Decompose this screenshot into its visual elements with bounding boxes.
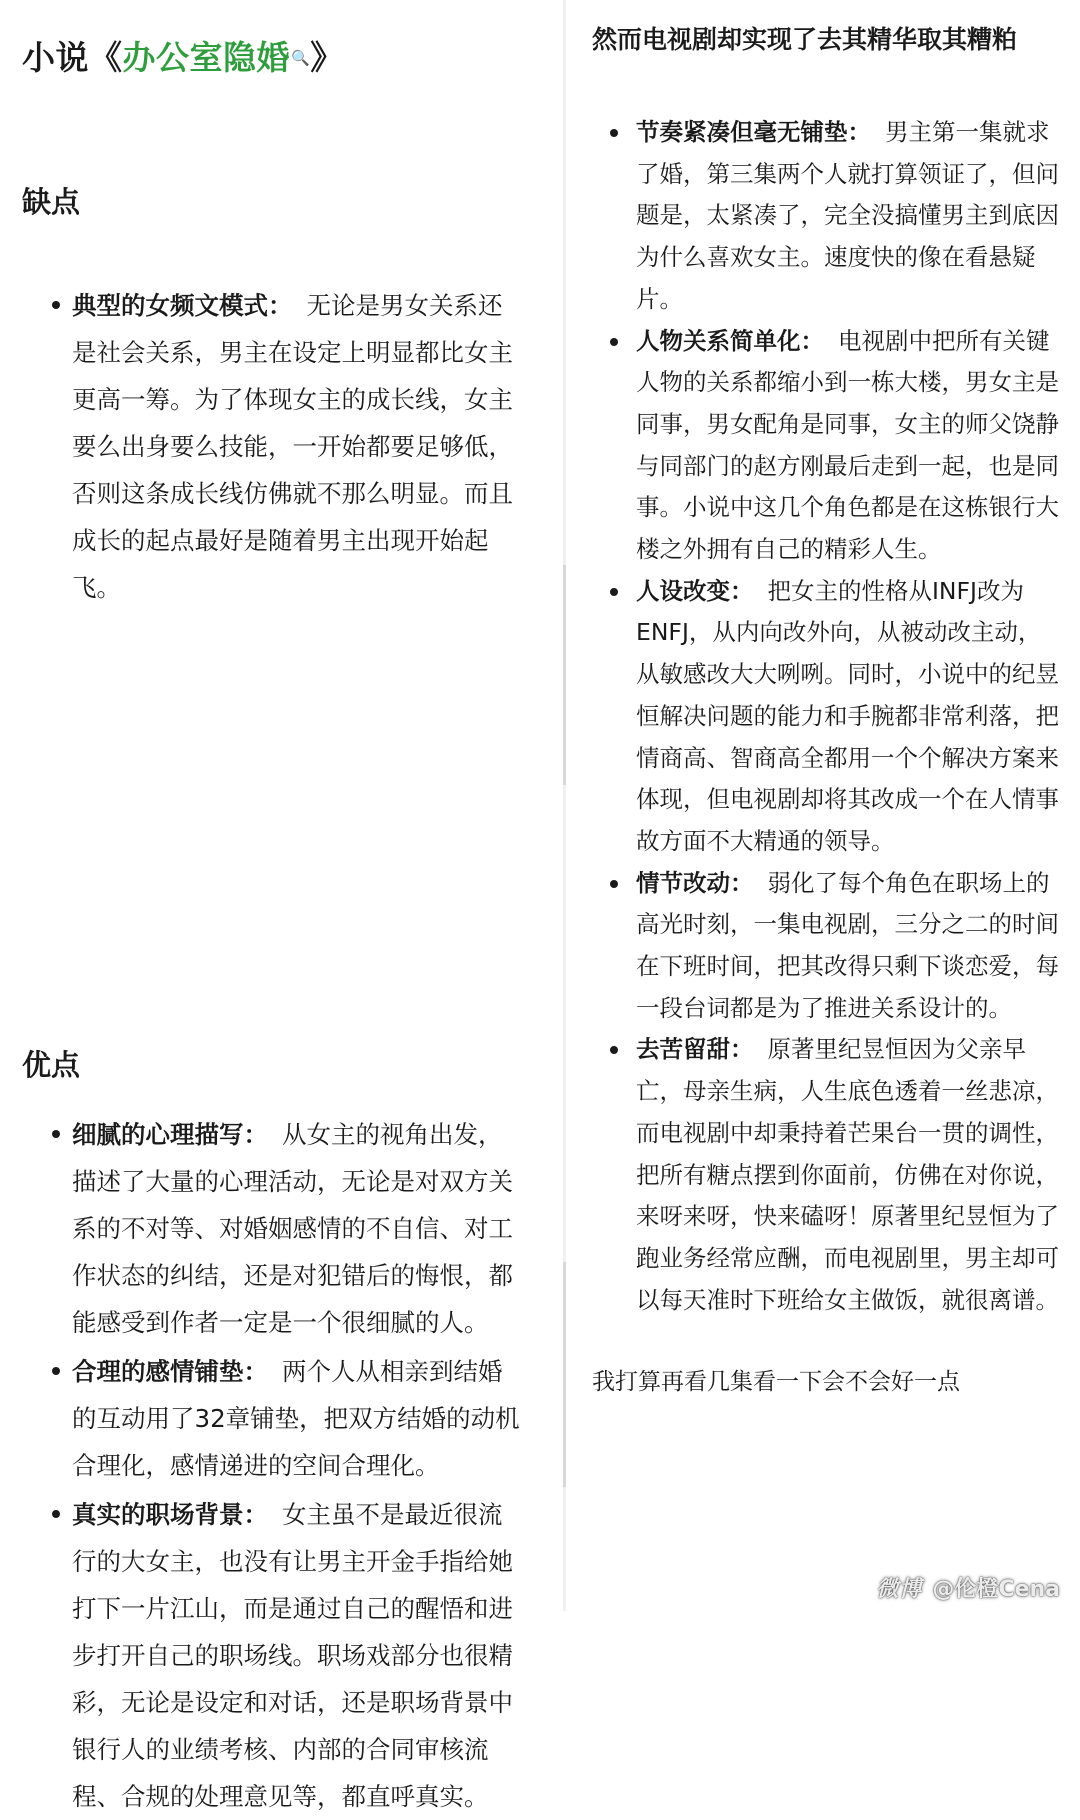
- list-item: [592, 1029, 1062, 1321]
- closing-remark: 我打算再看几集看一下会不会好一点: [592, 1369, 960, 1396]
- column-divider: [563, 0, 566, 1611]
- watermark-handle: @伦橙Cena: [932, 1577, 1060, 1602]
- item-label: 去苦留甜：: [636, 1035, 754, 1064]
- weibo-watermark: [876, 1572, 1060, 1603]
- title-suffix: 》: [310, 38, 344, 77]
- list-item: [22, 1348, 522, 1489]
- list-item: [592, 863, 1062, 1030]
- right-heading: 然而电视剧却实现了去其精华取其糟粕: [592, 25, 1018, 54]
- title-prefix: 小说《: [22, 38, 123, 77]
- item-label: 人设改变：: [636, 576, 754, 605]
- article-title: [22, 0, 522, 82]
- pros-list: [22, 1111, 522, 1820]
- item-text: 从女主的视角出发，描述了大量的心理活动，无论是对双方关系的不对等、对婚姻感情的不自信、对工作状态的纠结，还是对犯错后的悔恨，都能感受到作者一定是一个很细腻的人。: [72, 1120, 513, 1337]
- item-text: 原著里纪昱恒因为父亲早亡，母亲生病，人生底色透着一丝悲凉，而电视剧中却秉持着芒果台一贯的调性，把所有糖点摆到你面前，仿佛在对你说，来呀来呀，快来磕呀！原著里纪昱恒为了跑业务经常应酬，而电视剧里，男主却可以每天准时下班给女主做饭，就很离谱。: [636, 1035, 1059, 1314]
- cons-list: [22, 282, 522, 611]
- weibo-logo: 微博: [876, 1577, 923, 1602]
- list-item: [22, 1491, 522, 1820]
- item-text: 无论是男女关系还是社会关系，男主在设定上明显都比女主更高一筹。为了体现女主的成长线，女主要么出身要么技能，一开始都要足够低，否则这条成长线仿佛就不那么明显。而且成长的起点最好是随着男主出现开始起飞。: [72, 291, 513, 602]
- item-label: 细腻的心理描写：: [72, 1120, 268, 1149]
- item-text: 男主第一集就求了婚，第三集两个人就打算领证了，但问题是，太紧凑了，完全没搞懂男主到底因为什么喜欢女主。速度快的像在看悬疑片。: [636, 118, 1059, 313]
- item-text: 弱化了每个角色在职场上的高光时刻，一集电视剧，三分之二的时间在下班时间，把其改得只剩下谈恋爱，每一段台词都是为了推进关系设计的。: [636, 868, 1059, 1022]
- list-item: [22, 282, 522, 611]
- divider-segment: [563, 1262, 566, 1487]
- pros-heading: 优点: [22, 1048, 81, 1082]
- list-item: [592, 112, 1062, 321]
- list-item: [22, 1111, 522, 1346]
- cons-heading: 缺点: [22, 185, 81, 219]
- title-link[interactable]: [123, 38, 311, 77]
- left-column: [22, 0, 522, 1820]
- item-label: 真实的职场背景：: [72, 1500, 268, 1529]
- title-highlight: 办公室隐婚: [122, 38, 290, 77]
- item-text: 两个人从相亲到结婚的互动用了32章铺垫，把双方结婚的动机合理化，感情递进的空间合理化。: [72, 1357, 520, 1480]
- item-label: 情节改动：: [636, 868, 754, 897]
- item-label: 人物关系简单化：: [636, 326, 824, 355]
- list-item: [592, 321, 1062, 571]
- item-text: 把女主的性格从INFJ改为ENFJ，从内向改外向，从被动改主动，从敏感改大大咧咧。同时，小说中的纪昱恒解决问题的能力和手腕都非常利落，把情商高、智商高全都用一个个解决方案来体现，但电视剧却将其改成一个在人情事故方面不大精通的领导。: [636, 576, 1059, 855]
- tv-issues-list: [592, 112, 1062, 1321]
- item-label: 合理的感情铺垫：: [72, 1357, 268, 1386]
- right-column: [592, 0, 1062, 1422]
- list-item: [592, 571, 1062, 863]
- search-icon: 🔍: [291, 49, 311, 67]
- item-label: 典型的女频文模式：: [72, 291, 293, 320]
- divider-segment: [563, 565, 566, 785]
- item-text: 女主虽不是最近很流行的大女主，也没有让男主开金手指给她打下一片江山，而是通过自己的醒悟和进步打开自己的职场线。职场戏部分也很精彩，无论是设定和对话，还是职场背景中银行人的业绩考核、内部的合同审核流程、合规的处理意见等，都直呼真实。: [72, 1500, 513, 1811]
- item-text: 电视剧中把所有关键人物的关系都缩小到一栋大楼，男女主是同事，男女配角是同事，女主的师父饶静与同部门的赵方刚最后走到一起，也是同事。小说中这几个角色都是在这栋银行大楼之外拥有自己的精彩人生。: [636, 326, 1059, 564]
- item-label: 节奏紧凑但毫无铺垫：: [636, 118, 871, 146]
